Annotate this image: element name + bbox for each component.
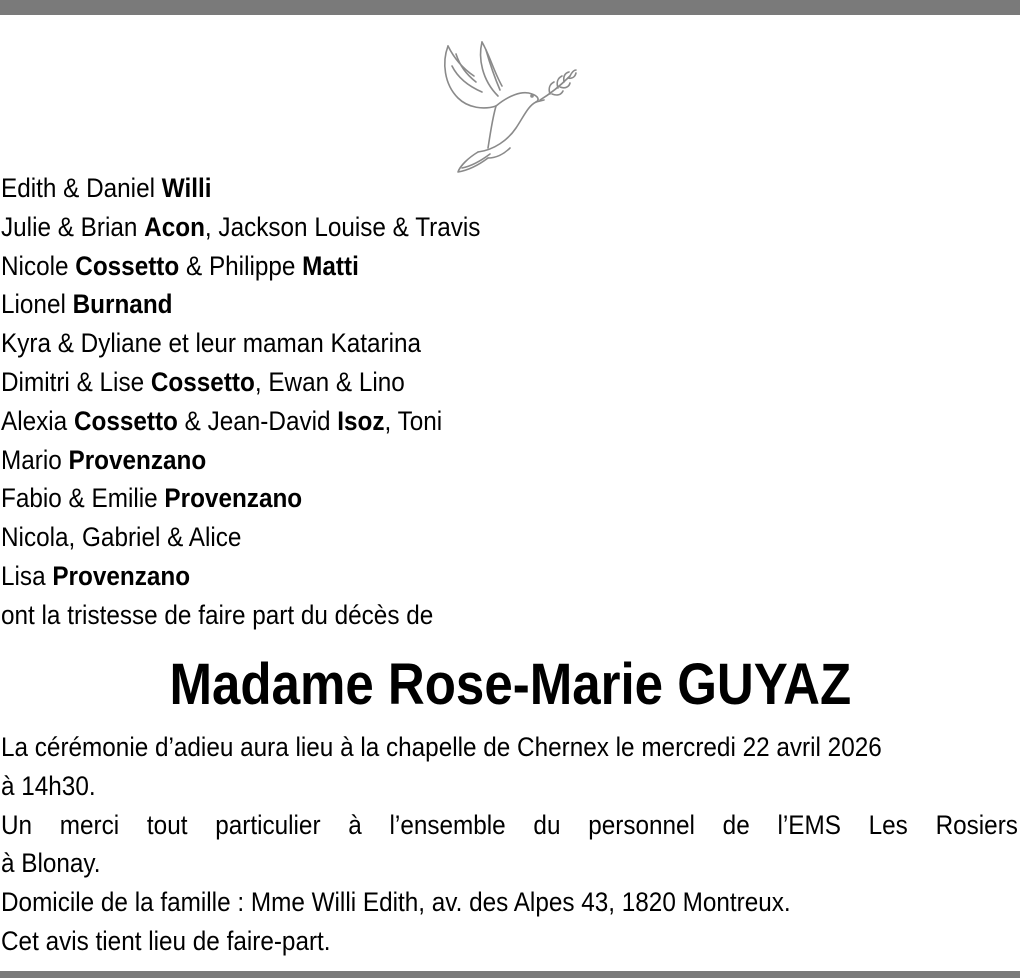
family-surname: Acon — [144, 211, 205, 242]
bottom-rule — [0, 971, 1020, 978]
family-line — [1, 169, 915, 208]
family-surname: Cossetto — [150, 366, 255, 397]
family-text: Lisa — [1, 560, 53, 591]
thanks-word: particulier — [215, 809, 321, 840]
domicile-line: Domicile de la famille : Mme Willi Edith, av. des Alpes 43, 1820 Montreux. — [1, 887, 791, 918]
thanks-word: à — [348, 809, 362, 840]
top-rule — [0, 0, 1020, 15]
thanks-word: Un — [1, 809, 33, 840]
ceremony-line-2: à 14h30. — [1, 770, 96, 801]
family-line — [1, 479, 915, 518]
family-surname: Cossetto — [73, 405, 178, 436]
family-line — [1, 596, 915, 635]
family-text: , Jackson Louise & Travis — [204, 211, 481, 242]
thanks-line-1 — [1, 806, 1018, 845]
family-line — [1, 324, 915, 363]
thanks-word: merci — [59, 809, 120, 840]
family-text: Mario — [1, 444, 69, 475]
family-text: Dimitri & Lise — [1, 366, 151, 397]
deceased-name — [0, 650, 1020, 720]
family-text: & Philippe — [179, 250, 303, 281]
family-surname: Isoz — [337, 405, 385, 436]
family-line — [1, 247, 915, 286]
ceremony-line-1: La cérémonie d’adieu aura lieu à la chapelle de Chernex le mercredi 22 avril 2026 — [1, 732, 882, 762]
thanks-word: personnel — [588, 809, 695, 840]
thanks-word: l’ensemble — [389, 809, 506, 840]
family-list — [1, 169, 915, 635]
family-text: Kyra & Dyliane et leur maman Katarina — [1, 328, 422, 359]
family-text: Nicola, Gabriel & Alice — [1, 522, 242, 553]
family-text: Alexia — [1, 405, 74, 436]
thanks-word: tout — [146, 809, 188, 840]
family-line — [1, 285, 915, 324]
family-surname: Matti — [302, 250, 359, 281]
family-surname: Provenzano — [52, 560, 191, 591]
family-text: & Jean-David — [177, 405, 338, 436]
family-text: Nicole — [1, 250, 76, 281]
family-surname: Burnand — [72, 289, 173, 320]
family-line — [1, 402, 915, 441]
family-line — [1, 208, 915, 247]
thanks-line-2: à Blonay. — [1, 848, 101, 879]
thanks-word: Les — [868, 809, 908, 840]
family-surname: Provenzano — [68, 444, 207, 475]
ceremony-info — [1, 728, 1018, 961]
thanks-word: Rosiers — [935, 809, 1018, 840]
family-line — [1, 557, 915, 596]
family-text: , Toni — [384, 405, 443, 436]
dove-icon — [432, 36, 582, 178]
thanks-word: du — [533, 809, 561, 840]
family-text: Edith & Daniel — [1, 173, 162, 203]
thanks-word: de — [722, 809, 750, 840]
family-text: Fabio & Emilie — [1, 483, 165, 514]
family-surname: Cossetto — [75, 250, 180, 281]
family-text: Julie & Brian — [1, 211, 145, 242]
family-text: , Ewan & Lino — [254, 366, 405, 397]
family-line — [1, 363, 915, 402]
family-text: ont la tristesse de faire part du décès de — [1, 599, 434, 630]
family-surname: Willi — [161, 173, 212, 203]
family-line — [1, 518, 915, 557]
thanks-word: l’EMS — [777, 809, 841, 840]
notice-line: Cet avis tient lieu de faire-part. — [1, 925, 331, 956]
deceased-name-text: Madame Rose-Marie GUYAZ — [169, 652, 851, 717]
family-line — [1, 441, 915, 480]
family-text: Lionel — [1, 289, 73, 320]
family-surname: Provenzano — [164, 483, 303, 514]
